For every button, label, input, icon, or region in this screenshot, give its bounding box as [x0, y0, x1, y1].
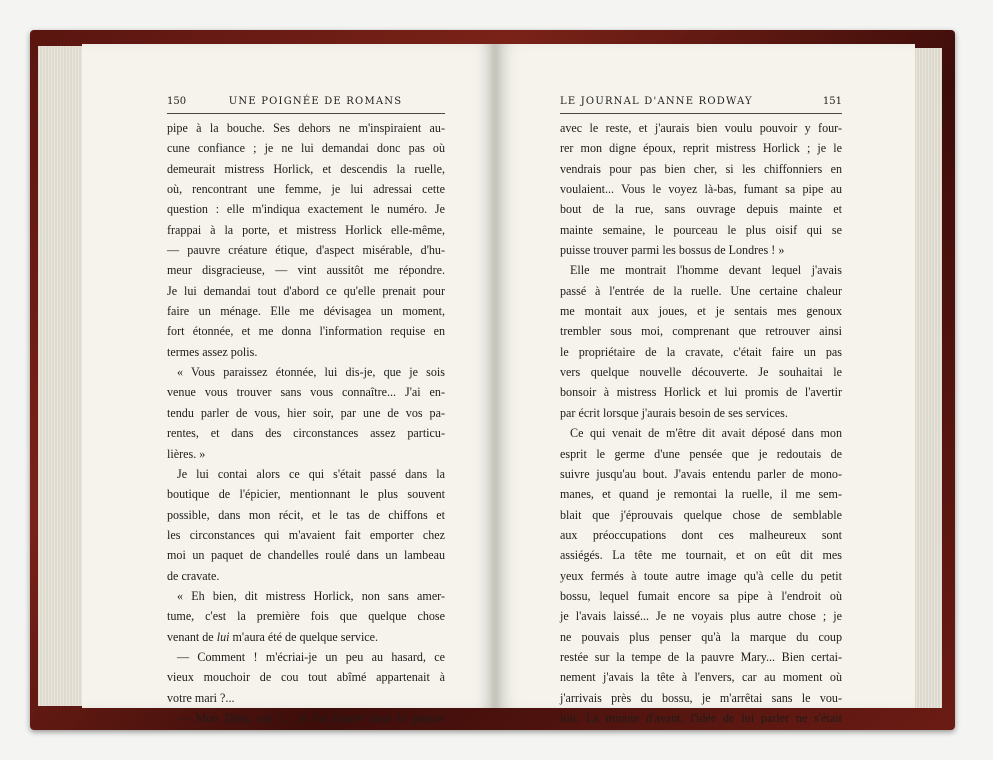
- text-line: voulaient... Vous le voyez là-bas, fumant sa pipe au: [560, 182, 842, 197]
- page-edges-left: [38, 46, 88, 706]
- left-page-text: [167, 118, 445, 728]
- text-line: venant de lui m'aura été de quelque service.: [167, 629, 379, 644]
- text-line: suivre jusqu'au bout. J'avais entendu parler de mono-: [560, 466, 842, 481]
- text-line: venue vous trouver sans vous connaître... J'ai en-: [167, 385, 445, 400]
- text-line: nement j'avais la tête à l'envers, car au moment où: [560, 670, 842, 685]
- text-line: votre mari ?...: [167, 690, 235, 705]
- text-line: bonsoir à mistress Horlick et lui promis de l'avertir: [560, 385, 842, 400]
- text-line: cune confiance ; je ne lui demandai donc pas où: [167, 141, 445, 156]
- text-line: frappai à la porte, et mistress Horlick elle-même,: [167, 222, 445, 237]
- text-line: termes assez polis.: [167, 344, 258, 359]
- text-line: Ce qui venait de m'être dit avait déposé dans mon: [570, 426, 842, 441]
- text-line: Je lui contai alors ce qui s'était passé dans la: [177, 466, 445, 481]
- text-line: bossu, lequel fumait encore sa pipe à l'endroit où: [560, 588, 842, 603]
- text-line: bout de la rue, sans ouvrage depuis mainte et: [560, 202, 842, 217]
- text-line: yeux fermés à toute autre image qu'à celle du petit: [560, 568, 842, 583]
- text-line: rer mon digne époux, reprit mistress Horlick ; je le: [560, 141, 842, 156]
- text-line: je l'avais laissé... Je ne voyais plus autre chose ; je: [560, 609, 842, 624]
- text-line: « Vous paraissez étonnée, lui dis-je, que je sois: [177, 365, 445, 380]
- text-line: j'arrivais près du bossu, je m'arrêtai sans le vou-: [560, 690, 842, 705]
- text-line: — pauvre créature étique, d'aspect misérable, d'hu-: [167, 243, 445, 258]
- text-line: pipe à la bouche. Ses dehors ne m'inspiraient au-: [167, 121, 445, 135]
- text-line: vendrais pour pas bien cher, si les chiffonniers en: [560, 161, 842, 176]
- left-page-number: 150: [167, 96, 187, 107]
- text-line: où, rencontrant une femme, je lui adressai cette: [167, 182, 445, 197]
- text-line: lières. »: [167, 446, 206, 461]
- text-line: passé à l'entrée de la ruelle. Une certaine chaleur: [560, 283, 842, 298]
- text-line: — Comment ! m'écriai-je un peu au hasard, ce: [177, 649, 445, 664]
- text-line: manes, et quand je remontai la ruelle, il me sem-: [560, 487, 842, 502]
- text-line: loir. La minute d'avant, l'idée de lui parler ne s'était: [560, 710, 842, 725]
- text-line: Je lui demandai tout d'abord ce qu'elle prenait pour: [167, 283, 445, 298]
- text-line: fort étonnée, et me donna l'information requise en: [167, 324, 445, 339]
- text-line: vieux mouchoir de cou tout abîmé appartenait à: [167, 670, 445, 685]
- text-line: moi un paquet de chandelles roulé dans un lambeau: [167, 548, 445, 563]
- page-edges-right: [912, 48, 942, 708]
- right-running-title: LE JOURNAL D'ANNE RODWAY: [560, 96, 753, 107]
- right-page-text: [560, 118, 842, 728]
- text-line: — Mon Dieu, oui !... je l'ai fourré dans le paquet: [177, 710, 445, 725]
- left-page: [82, 44, 495, 725]
- text-line: restée sur la tempe de la pauvre Mary... Bien certai-: [560, 649, 842, 664]
- text-line: par écrit lorsque j'aurais besoin de ses services.: [560, 405, 788, 420]
- text-line: question : elle m'indiqua exactement le numéro. Je: [167, 202, 445, 217]
- left-running-head: [167, 96, 445, 114]
- text-line: boutique de l'épicier, mentionnant le plus souvent: [167, 487, 445, 502]
- text-line: « Eh bien, dit mistress Horlick, non sans amer-: [177, 588, 445, 603]
- text-line: avec le reste, et j'aurais bien voulu pouvoir y four-: [560, 121, 842, 135]
- text-line: les circonstances qui m'avaient fait emporter chez: [167, 527, 445, 542]
- right-page: [497, 44, 915, 725]
- text-line: puisse trouver parmi les bossus de Londres ! »: [560, 243, 785, 258]
- right-running-head: [560, 96, 842, 114]
- text-line: possible, dans mon récit, et le tas de chiffons et: [167, 507, 445, 522]
- left-running-title: UNE POIGNÉE DE ROMANS: [228, 96, 403, 107]
- text-line: vers quelque nouvelle découverte. Je souhaitai le: [560, 365, 842, 380]
- text-line: de cravate.: [167, 568, 220, 583]
- text-line: tume, c'est la première fois que quelque chose: [167, 609, 445, 624]
- text-line: faire un ménage. Elle me dévisagea un moment,: [167, 304, 445, 319]
- text-line: trembler sous moi, comprenant que retrouver ainsi: [560, 324, 842, 339]
- text-line: esprit le germe d'une pensée que je redoutais de: [560, 446, 842, 461]
- text-line: blait que j'éprouvais quelque chose de semblable: [560, 507, 842, 522]
- text-line: rentes, et dans des circonstances assez particu-: [167, 426, 445, 441]
- text-line: aux préoccupations dont ces malheureux sont: [560, 527, 842, 542]
- text-line: meur disgracieuse, — vint aussitôt me répondre.: [167, 263, 445, 278]
- text-line: demeurait mistress Horlick, et descendis la ruelle,: [167, 161, 445, 176]
- text-line: ne pouvais plus penser qu'à la marque du coup: [560, 629, 842, 644]
- text-line: le propriétaire de la cravate, c'était faire un pas: [560, 344, 842, 359]
- text-line: me montait aux joues, et je sentais mes genoux: [560, 304, 842, 319]
- text-line: tendu parler de vous, hier soir, par une de vos pa-: [167, 405, 445, 420]
- text-line: mainte semaine, le pourceau le plus oisif qui se: [560, 222, 842, 237]
- right-page-number: 151: [822, 96, 842, 107]
- text-line: assiégés. La tête me tournait, et on eût dit mes: [560, 548, 842, 563]
- text-line: Elle me montrait l'homme devant lequel j'avais: [570, 263, 842, 278]
